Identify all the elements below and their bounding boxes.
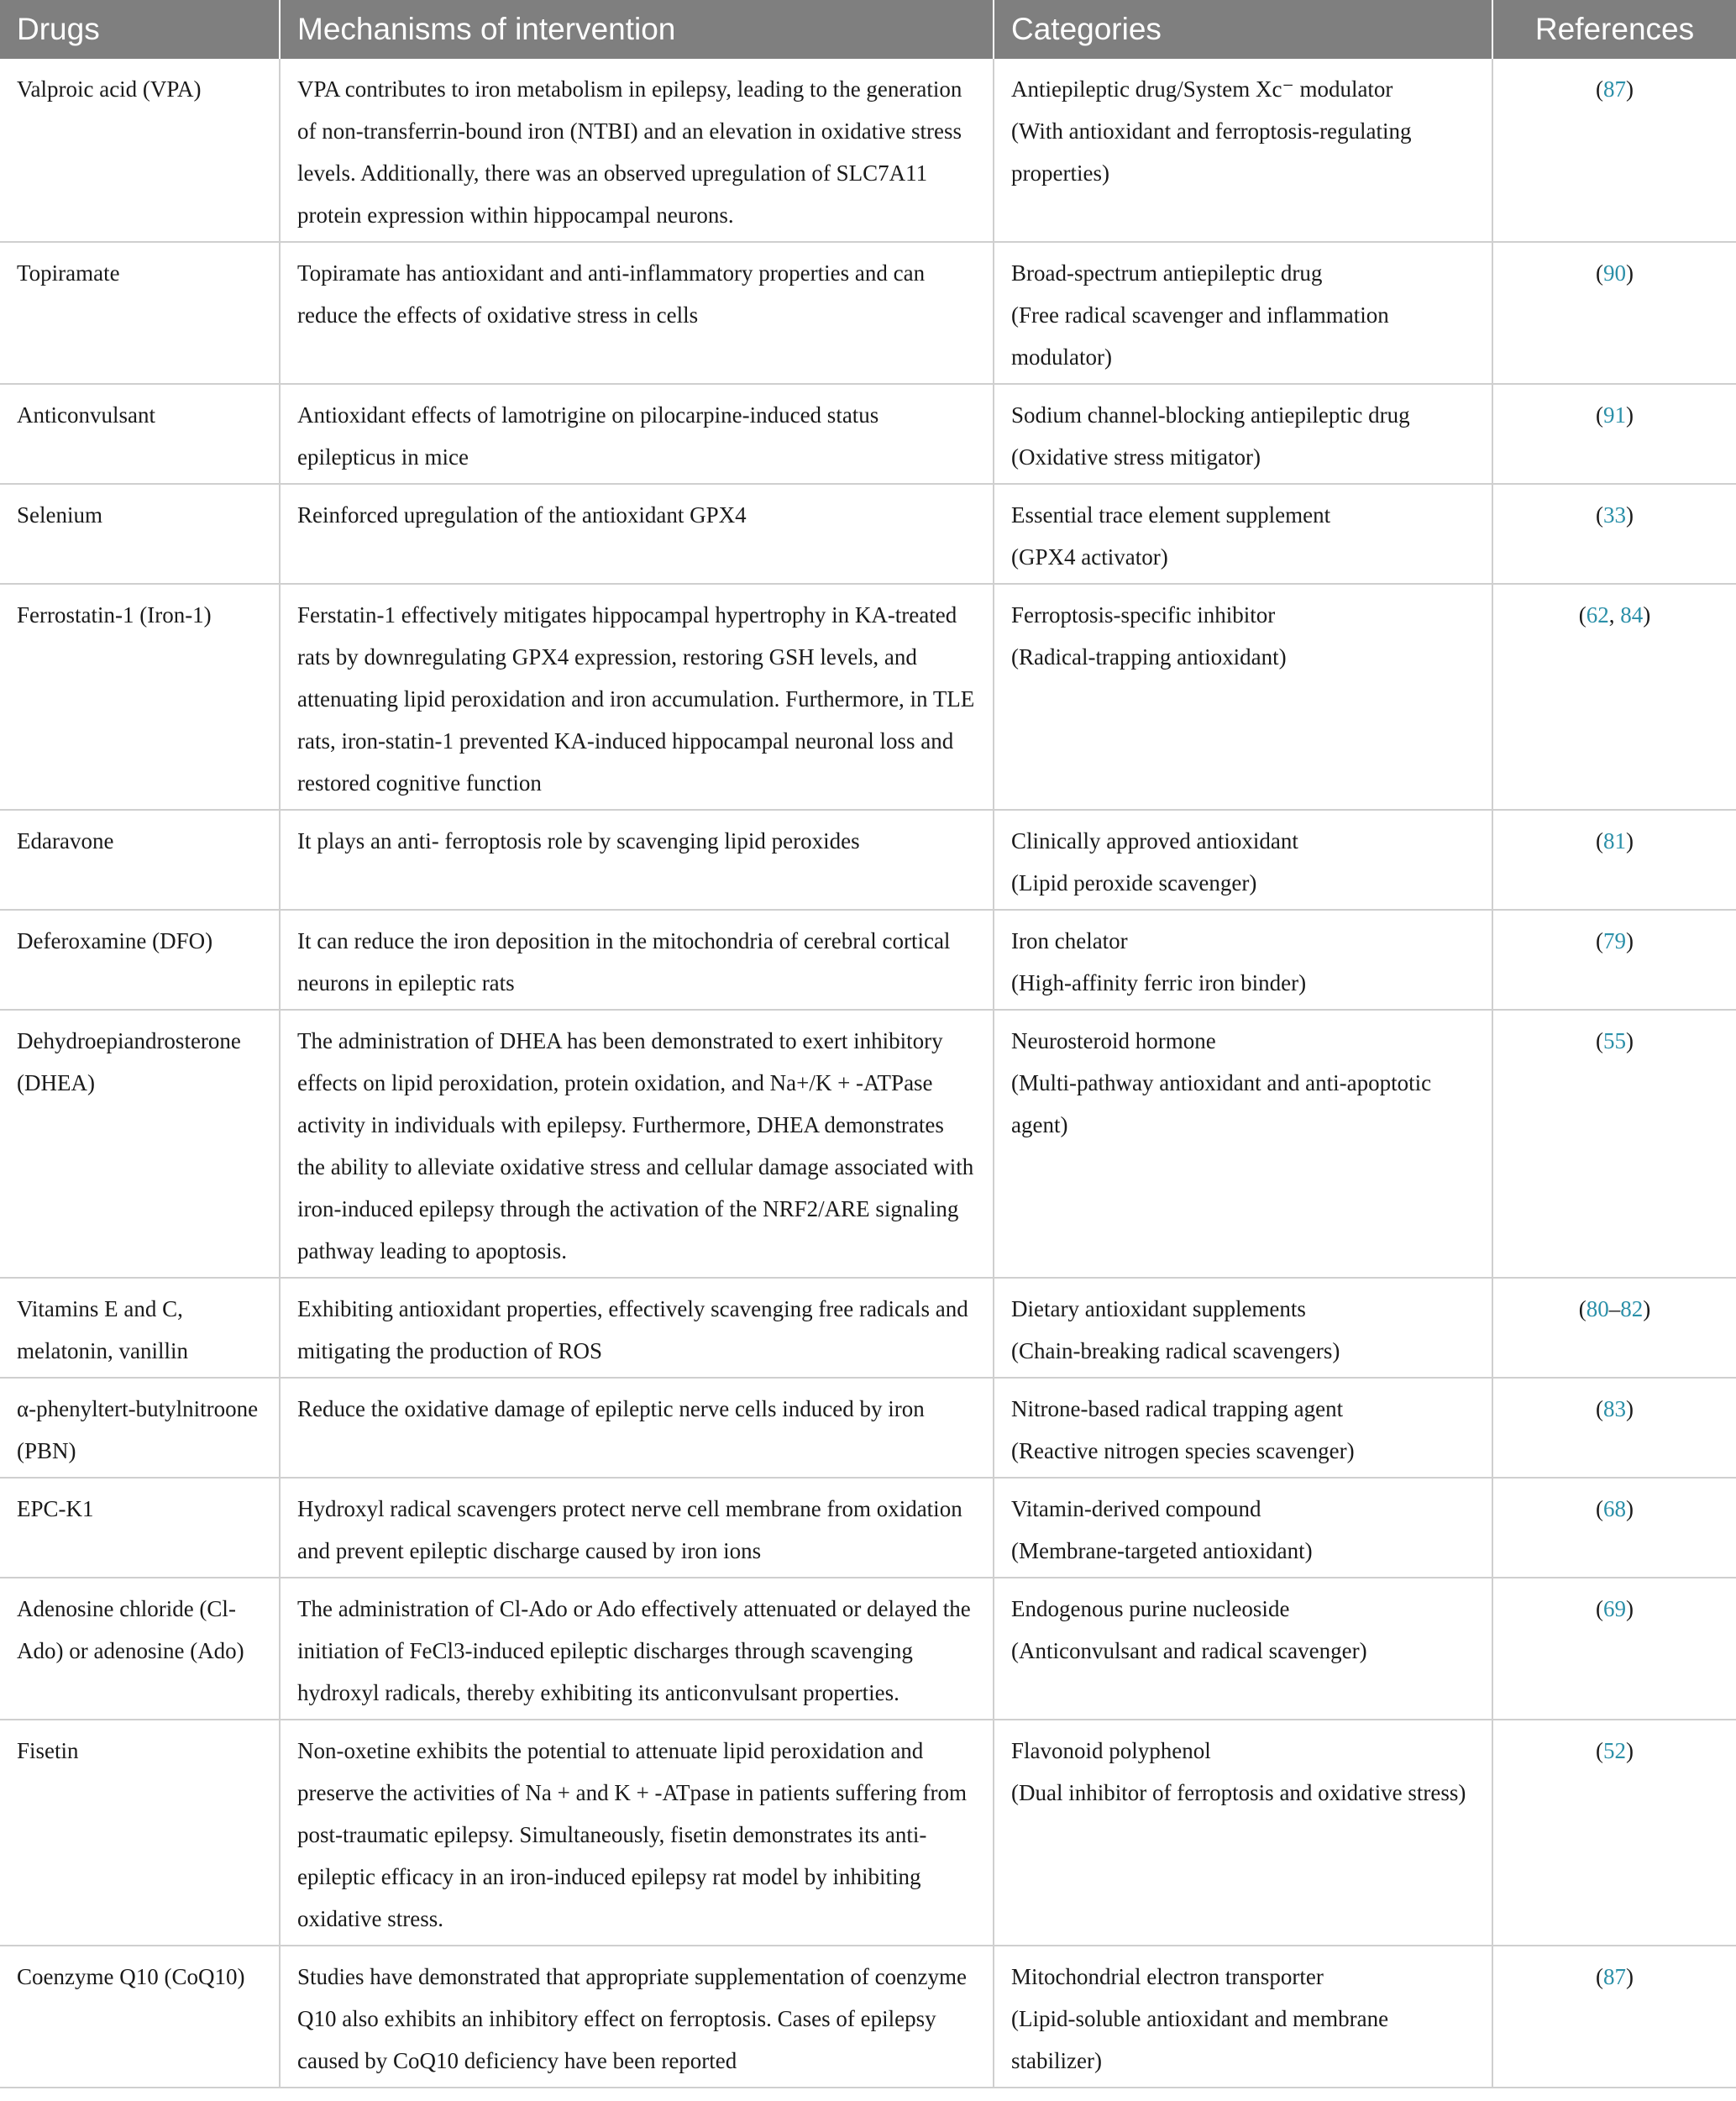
category-note: (Membrane-targeted antioxidant) (1011, 1538, 1313, 1563)
reference-paren: ( (1596, 1738, 1603, 1763)
reference-paren: ) (1626, 1028, 1634, 1053)
reference-paren: ( (1596, 1396, 1603, 1421)
drug-cell: Valproic acid (VPA) (0, 59, 280, 242)
reference-separator: – (1608, 1296, 1621, 1321)
column-header-mechanisms: Mechanisms of intervention (280, 0, 994, 59)
reference-paren: ) (1626, 1396, 1634, 1421)
mechanism-cell: The administration of Cl-Ado or Ado effectively attenuated or delayed the initiation of FeCl3-induced epileptic discharges through scavenging hydroxyl radicals, thereby exhibiting its anticonvulsant properties. (280, 1578, 994, 1720)
reference-paren: ) (1626, 928, 1634, 953)
reference-paren: ) (1626, 828, 1634, 854)
reference-paren: ( (1596, 260, 1603, 286)
category-name: Broad-spectrum antiepileptic drug (1011, 260, 1323, 286)
category-note: (Chain-breaking radical scavengers) (1011, 1338, 1340, 1363)
drug-cell: Edaravone (0, 810, 280, 910)
reference-link[interactable]: 69 (1603, 1596, 1626, 1621)
mechanism-cell: Hydroxyl radical scavengers protect nerve cell membrane from oxidation and prevent epileptic discharge caused by iron ions (280, 1478, 994, 1578)
table-body (0, 59, 1736, 2088)
table-row (0, 1946, 1736, 2088)
category-name: Endogenous purine nucleoside (1011, 1596, 1290, 1621)
mechanism-cell: It plays an anti- ferroptosis role by scavenging lipid peroxides (280, 810, 994, 910)
mechanism-cell: Antioxidant effects of lamotrigine on pilocarpine-induced status epilepticus in mice (280, 384, 994, 484)
reference-paren: ( (1596, 1964, 1603, 1989)
reference-paren: ( (1578, 602, 1587, 628)
references-cell (1492, 484, 1736, 584)
references-cell (1492, 584, 1736, 810)
reference-link[interactable]: 91 (1603, 402, 1626, 428)
reference-paren: ) (1626, 402, 1634, 428)
category-name: Iron chelator (1011, 928, 1128, 953)
reference-paren: ( (1578, 1296, 1587, 1321)
reference-link[interactable]: 68 (1603, 1496, 1626, 1521)
reference-paren: ) (1626, 1738, 1634, 1763)
references-cell (1492, 1478, 1736, 1578)
category-note: (Dual inhibitor of ferroptosis and oxidative stress) (1011, 1780, 1466, 1805)
reference-link[interactable]: 84 (1620, 602, 1644, 628)
drug-cell: Vitamins E and C, melatonin, vanillin (0, 1278, 280, 1378)
category-name: Ferroptosis-specific inhibitor (1011, 602, 1276, 628)
reference-link[interactable]: 87 (1603, 1964, 1626, 1989)
table-row (0, 1010, 1736, 1278)
drug-cell: Dehydroepiandrosterone (DHEA) (0, 1010, 280, 1278)
references-cell (1492, 1378, 1736, 1478)
category-name: Mitochondrial electron transporter (1011, 1964, 1324, 1989)
table-row (0, 1720, 1736, 1946)
drug-cell: Topiramate (0, 242, 280, 384)
table-row (0, 384, 1736, 484)
column-header-references: References (1492, 0, 1736, 59)
reference-paren: ) (1626, 260, 1634, 286)
category-cell (994, 1720, 1492, 1946)
drug-cell: Anticonvulsant (0, 384, 280, 484)
category-note: (High-affinity ferric iron binder) (1011, 970, 1307, 995)
drug-cell: Adenosine chloride (Cl-Ado) or adenosine (Ado) (0, 1578, 280, 1720)
category-cell (994, 810, 1492, 910)
reference-paren: ) (1626, 502, 1634, 528)
references-cell (1492, 810, 1736, 910)
reference-paren: ( (1596, 402, 1603, 428)
reference-paren: ) (1643, 1296, 1651, 1321)
table-row (0, 1378, 1736, 1478)
reference-paren: ) (1626, 1496, 1634, 1521)
mechanism-cell: Exhibiting antioxidant properties, effectively scavenging free radicals and mitigating the production of ROS (280, 1278, 994, 1378)
mechanism-cell: VPA contributes to iron metabolism in epilepsy, leading to the generation of non-transferrin-bound iron (NTBI) and an elevation in oxidative stress levels. Additionally, there was an observed upregulation of SLC7A11 protein expression within hippocampal neurons. (280, 59, 994, 242)
reference-link[interactable]: 33 (1603, 502, 1626, 528)
category-name: Flavonoid polyphenol (1011, 1738, 1211, 1763)
drug-cell: Selenium (0, 484, 280, 584)
drug-cell: Deferoxamine (DFO) (0, 910, 280, 1010)
drug-cell: EPC-K1 (0, 1478, 280, 1578)
mechanism-cell: The administration of DHEA has been demonstrated to exert inhibitory effects on lipid peroxidation, protein oxidation, and Na+/K + -ATPase activity in individuals with epilepsy. Furthermore, DHEA demonstrates the ability to alleviate oxidative stress and cellular damage associated with iron-induced epilepsy through the activation of the NRF2/ARE signaling pathway leading to apoptosis. (280, 1010, 994, 1278)
column-header-categories: Categories (994, 0, 1492, 59)
reference-link[interactable]: 90 (1603, 260, 1626, 286)
reference-paren: ( (1596, 76, 1603, 102)
reference-link[interactable]: 62 (1586, 602, 1609, 628)
category-cell (994, 484, 1492, 584)
drug-cell: Coenzyme Q10 (CoQ10) (0, 1946, 280, 2088)
mechanism-cell: Studies have demonstrated that appropriate supplementation of coenzyme Q10 also exhibits an inhibitory effect on ferroptosis. Cases of epilepsy caused by CoQ10 deficiency have been reported (280, 1946, 994, 2088)
reference-paren: ( (1596, 1596, 1603, 1621)
mechanism-cell: Reduce the oxidative damage of epileptic nerve cells induced by iron (280, 1378, 994, 1478)
references-cell (1492, 1946, 1736, 2088)
drug-cell: Fisetin (0, 1720, 280, 1946)
category-cell (994, 1010, 1492, 1278)
table-row (0, 1278, 1736, 1378)
reference-paren: ) (1643, 602, 1651, 628)
references-cell (1492, 384, 1736, 484)
reference-paren: ( (1596, 502, 1603, 528)
category-note: (Multi-pathway antioxidant and anti-apoptotic agent) (1011, 1070, 1432, 1137)
reference-paren: ) (1626, 1596, 1634, 1621)
references-cell (1492, 910, 1736, 1010)
reference-paren: ( (1596, 928, 1603, 953)
category-name: Vitamin-derived compound (1011, 1496, 1261, 1521)
mechanism-cell: It can reduce the iron deposition in the mitochondria of cerebral cortical neurons in epileptic rats (280, 910, 994, 1010)
table-row (0, 910, 1736, 1010)
category-name: Dietary antioxidant supplements (1011, 1296, 1306, 1321)
table-row (0, 810, 1736, 910)
category-name: Clinically approved antioxidant (1011, 828, 1298, 854)
reference-link[interactable]: 82 (1620, 1296, 1644, 1321)
category-name: Antiepileptic drug/System Xc⁻ modulator (1011, 76, 1393, 102)
mechanism-cell: Reinforced upregulation of the antioxidant GPX4 (280, 484, 994, 584)
table-row (0, 484, 1736, 584)
reference-link[interactable]: 79 (1603, 928, 1626, 953)
category-note: (Oxidative stress mitigator) (1011, 444, 1261, 470)
category-cell (994, 59, 1492, 242)
references-cell (1492, 1010, 1736, 1278)
category-note: (Free radical scavenger and inflammation modulator) (1011, 302, 1389, 370)
mechanism-cell: Ferstatin-1 effectively mitigates hippocampal hypertrophy in KA-treated rats by downregulating GPX4 expression, restoring GSH levels, and attenuating lipid peroxidation and iron accumulation. Furthermore, in TLE rats, iron-statin-1 prevented KA-induced hippocampal neuronal loss and restored cognitive function (280, 584, 994, 810)
category-note: (Anticonvulsant and radical scavenger) (1011, 1638, 1367, 1663)
reference-paren: ( (1596, 1028, 1603, 1053)
table-row (0, 59, 1736, 242)
category-cell (994, 1946, 1492, 2088)
references-cell (1492, 1278, 1736, 1378)
category-note: (Radical-trapping antioxidant) (1011, 644, 1287, 670)
header-row (0, 0, 1736, 59)
reference-paren: ( (1596, 1496, 1603, 1521)
references-cell (1492, 242, 1736, 384)
category-note: (Lipid peroxide scavenger) (1011, 870, 1257, 896)
category-name: Nitrone-based radical trapping agent (1011, 1396, 1344, 1421)
table-row (0, 242, 1736, 384)
table-row (0, 1478, 1736, 1578)
drug-cell: Ferrostatin-1 (Iron-1) (0, 584, 280, 810)
reference-paren: ) (1626, 76, 1634, 102)
mechanism-cell: Non-oxetine exhibits the potential to attenuate lipid peroxidation and preserve the activities of Na + and K + -ATpase in patients suffering from post-traumatic epilepsy. Simultaneously, fisetin demonstrates its anti-epileptic efficacy in an iron-induced epilepsy rat model by inhibiting oxidative stress. (280, 1720, 994, 1946)
category-cell (994, 1378, 1492, 1478)
mechanism-cell: Topiramate has antioxidant and anti-inflammatory properties and can reduce the effects of oxidative stress in cells (280, 242, 994, 384)
table-row (0, 584, 1736, 810)
category-cell (994, 242, 1492, 384)
reference-link[interactable]: 80 (1586, 1296, 1609, 1321)
drug-cell: α-phenyltert-butylnitroone (PBN) (0, 1378, 280, 1478)
category-cell (994, 384, 1492, 484)
category-cell (994, 1578, 1492, 1720)
category-name: Sodium channel-blocking antiepileptic drug (1011, 402, 1410, 428)
references-cell (1492, 59, 1736, 242)
reference-separator: , (1608, 602, 1621, 628)
table-row (0, 1578, 1736, 1720)
category-cell (994, 1278, 1492, 1378)
reference-link[interactable]: 87 (1603, 76, 1626, 102)
reference-paren: ( (1596, 828, 1603, 854)
references-cell (1492, 1578, 1736, 1720)
category-name: Essential trace element supplement (1011, 502, 1331, 528)
category-note: (With antioxidant and ferroptosis-regulating properties) (1011, 118, 1412, 186)
category-cell (994, 910, 1492, 1010)
reference-link[interactable]: 52 (1603, 1738, 1626, 1763)
reference-link[interactable]: 55 (1603, 1028, 1626, 1053)
reference-link[interactable]: 81 (1603, 828, 1626, 854)
category-note: (Reactive nitrogen species scavenger) (1011, 1438, 1355, 1463)
reference-paren: ) (1626, 1964, 1634, 1989)
category-note: (Lipid-soluble antioxidant and membrane stabilizer) (1011, 2006, 1389, 2073)
category-note: (GPX4 activator) (1011, 544, 1168, 570)
category-cell (994, 584, 1492, 810)
category-name: Neurosteroid hormone (1011, 1028, 1216, 1053)
category-cell (994, 1478, 1492, 1578)
references-cell (1492, 1720, 1736, 1946)
column-header-drugs: Drugs (0, 0, 280, 59)
reference-link[interactable]: 83 (1603, 1396, 1626, 1421)
